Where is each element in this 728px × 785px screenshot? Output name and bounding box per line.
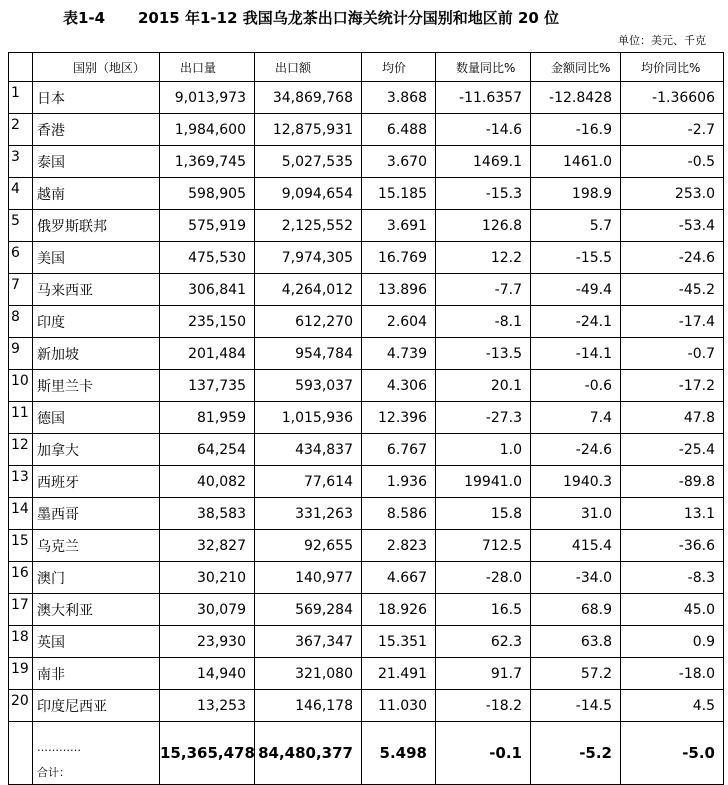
- total-label-cell: [33, 722, 160, 785]
- table-title: 2015 年1-12 我国乌龙茶出口海关统计分国别和地区前 20 位: [138, 9, 560, 27]
- price-yoy: 0.9: [621, 626, 724, 658]
- export-amount: 1,015,936: [255, 402, 362, 434]
- price-yoy: 47.8: [621, 402, 724, 434]
- quantity-yoy: -14.6: [436, 114, 531, 146]
- row-index: 5: [9, 210, 33, 242]
- average-price: 6.488: [362, 114, 436, 146]
- export-quantity: 64,254: [160, 434, 255, 466]
- header-amount-yoy: 金额同比%: [531, 53, 621, 82]
- table-row: [9, 274, 724, 306]
- export-table: [8, 52, 724, 785]
- table-row: [9, 338, 724, 370]
- export-quantity: 81,959: [160, 402, 255, 434]
- average-price: 8.586: [362, 498, 436, 530]
- average-price: 3.691: [362, 210, 436, 242]
- amount-yoy: -24.1: [531, 306, 621, 338]
- quantity-yoy: -28.0: [436, 562, 531, 594]
- export-quantity: 40,082: [160, 466, 255, 498]
- amount-yoy: -49.4: [531, 274, 621, 306]
- export-amount: 146,178: [255, 690, 362, 722]
- table-row: [9, 242, 724, 274]
- price-yoy: -0.5: [621, 146, 724, 178]
- unit-note: 单位：美元、千克: [618, 34, 706, 47]
- total-dots: …………: [37, 741, 81, 754]
- average-price: 18.926: [362, 594, 436, 626]
- quantity-yoy: -8.1: [436, 306, 531, 338]
- total-quantity-yoy: -0.1: [436, 722, 531, 785]
- quantity-yoy: 12.2: [436, 242, 531, 274]
- country-name: 澳大利亚: [33, 594, 160, 626]
- total-row: [9, 722, 724, 785]
- quantity-yoy: 712.5: [436, 530, 531, 562]
- row-index: 13: [9, 466, 33, 498]
- export-quantity: 38,583: [160, 498, 255, 530]
- export-amount: 2,125,552: [255, 210, 362, 242]
- header-index: [9, 53, 33, 82]
- price-yoy: -89.8: [621, 466, 724, 498]
- row-index: 16: [9, 562, 33, 594]
- amount-yoy: 68.9: [531, 594, 621, 626]
- table-row: [9, 498, 724, 530]
- header-row: [9, 53, 724, 82]
- amount-yoy: -14.1: [531, 338, 621, 370]
- export-quantity: 23,930: [160, 626, 255, 658]
- country-name: 墨西哥: [33, 498, 160, 530]
- export-amount: 954,784: [255, 338, 362, 370]
- table-row: [9, 306, 724, 338]
- export-amount: 331,263: [255, 498, 362, 530]
- country-name: 美国: [33, 242, 160, 274]
- export-quantity: 13,253: [160, 690, 255, 722]
- export-quantity: 32,827: [160, 530, 255, 562]
- amount-yoy: -14.5: [531, 690, 621, 722]
- average-price: 15.185: [362, 178, 436, 210]
- average-price: 4.306: [362, 370, 436, 402]
- table-row: [9, 210, 724, 242]
- quantity-yoy: -27.3: [436, 402, 531, 434]
- row-index: 17: [9, 594, 33, 626]
- country-name: 德国: [33, 402, 160, 434]
- amount-yoy: 31.0: [531, 498, 621, 530]
- row-index: 10: [9, 370, 33, 402]
- title-bar: [0, 0, 728, 32]
- quantity-yoy: -7.7: [436, 274, 531, 306]
- export-amount: 569,284: [255, 594, 362, 626]
- country-name: 印度尼西亚: [33, 690, 160, 722]
- row-index: 19: [9, 658, 33, 690]
- export-quantity: 598,905: [160, 178, 255, 210]
- row-index: 6: [9, 242, 33, 274]
- price-yoy: 4.5: [621, 690, 724, 722]
- row-index: 18: [9, 626, 33, 658]
- price-yoy: -53.4: [621, 210, 724, 242]
- price-yoy: -0.7: [621, 338, 724, 370]
- table-number: 表1-4: [63, 9, 106, 27]
- header-quantity: 出口量: [160, 53, 255, 82]
- table-row: [9, 658, 724, 690]
- row-index: 1: [9, 82, 33, 114]
- export-amount: 77,614: [255, 466, 362, 498]
- average-price: 4.739: [362, 338, 436, 370]
- export-amount: 34,869,768: [255, 82, 362, 114]
- amount-yoy: -0.6: [531, 370, 621, 402]
- quantity-yoy: 1.0: [436, 434, 531, 466]
- amount-yoy: 63.8: [531, 626, 621, 658]
- price-yoy: -45.2: [621, 274, 724, 306]
- export-quantity: 14,940: [160, 658, 255, 690]
- country-name: 南非: [33, 658, 160, 690]
- table-row: [9, 562, 724, 594]
- total-label: 合计：: [37, 766, 70, 779]
- total-quantity: 15,365,478: [160, 722, 255, 785]
- country-name: 澳门: [33, 562, 160, 594]
- export-amount: 593,037: [255, 370, 362, 402]
- average-price: 3.670: [362, 146, 436, 178]
- average-price: 12.396: [362, 402, 436, 434]
- price-yoy: -17.2: [621, 370, 724, 402]
- export-amount: 367,347: [255, 626, 362, 658]
- country-name: 西班牙: [33, 466, 160, 498]
- amount-yoy: -15.5: [531, 242, 621, 274]
- average-price: 11.030: [362, 690, 436, 722]
- export-quantity: 30,079: [160, 594, 255, 626]
- price-yoy: -1.36606: [621, 82, 724, 114]
- table-row: [9, 434, 724, 466]
- header-amount: 出口额: [255, 53, 362, 82]
- export-amount: 12,875,931: [255, 114, 362, 146]
- table-row: [9, 146, 724, 178]
- export-amount: 140,977: [255, 562, 362, 594]
- row-index: 9: [9, 338, 33, 370]
- header-country: 国别（地区）: [33, 53, 160, 82]
- row-index: 4: [9, 178, 33, 210]
- country-name: 印度: [33, 306, 160, 338]
- quantity-yoy: -15.3: [436, 178, 531, 210]
- amount-yoy: 1940.3: [531, 466, 621, 498]
- price-yoy: -2.7: [621, 114, 724, 146]
- export-quantity: 9,013,973: [160, 82, 255, 114]
- price-yoy: -8.3: [621, 562, 724, 594]
- average-price: 15.351: [362, 626, 436, 658]
- price-yoy: -36.6: [621, 530, 724, 562]
- quantity-yoy: 16.5: [436, 594, 531, 626]
- quantity-yoy: 62.3: [436, 626, 531, 658]
- price-yoy: 45.0: [621, 594, 724, 626]
- quantity-yoy: -18.2: [436, 690, 531, 722]
- quantity-yoy: 15.8: [436, 498, 531, 530]
- price-yoy: -17.4: [621, 306, 724, 338]
- average-price: 1.936: [362, 466, 436, 498]
- row-index: 2: [9, 114, 33, 146]
- country-name: 泰国: [33, 146, 160, 178]
- total-amount-yoy: -5.2: [531, 722, 621, 785]
- amount-yoy: 5.7: [531, 210, 621, 242]
- row-index: 7: [9, 274, 33, 306]
- export-quantity: 1,369,745: [160, 146, 255, 178]
- average-price: 21.491: [362, 658, 436, 690]
- price-yoy: -18.0: [621, 658, 724, 690]
- price-yoy: 13.1: [621, 498, 724, 530]
- total-price: 5.498: [362, 722, 436, 785]
- table-row: [9, 178, 724, 210]
- average-price: 3.868: [362, 82, 436, 114]
- country-name: 马来西亚: [33, 274, 160, 306]
- amount-yoy: -16.9: [531, 114, 621, 146]
- export-quantity: 475,530: [160, 242, 255, 274]
- export-amount: 5,027,535: [255, 146, 362, 178]
- amount-yoy: -12.8428: [531, 82, 621, 114]
- row-index: 15: [9, 530, 33, 562]
- export-quantity: 235,150: [160, 306, 255, 338]
- row-index: 8: [9, 306, 33, 338]
- price-yoy: 253.0: [621, 178, 724, 210]
- table-row: [9, 594, 724, 626]
- table-body: [9, 82, 724, 785]
- header-price: 均价: [362, 53, 436, 82]
- country-name: 斯里兰卡: [33, 370, 160, 402]
- export-quantity: 1,984,600: [160, 114, 255, 146]
- amount-yoy: 7.4: [531, 402, 621, 434]
- country-name: 新加坡: [33, 338, 160, 370]
- amount-yoy: 57.2: [531, 658, 621, 690]
- table-row: [9, 82, 724, 114]
- country-name: 乌克兰: [33, 530, 160, 562]
- row-index: 11: [9, 402, 33, 434]
- table-row: [9, 114, 724, 146]
- export-quantity: 201,484: [160, 338, 255, 370]
- export-quantity: 306,841: [160, 274, 255, 306]
- amount-yoy: -34.0: [531, 562, 621, 594]
- country-name: 俄罗斯联邦: [33, 210, 160, 242]
- row-index: 14: [9, 498, 33, 530]
- quantity-yoy: -11.6357: [436, 82, 531, 114]
- quantity-yoy: 20.1: [436, 370, 531, 402]
- amount-yoy: 198.9: [531, 178, 621, 210]
- quantity-yoy: 126.8: [436, 210, 531, 242]
- total-amount: 84,480,377: [255, 722, 362, 785]
- average-price: 2.823: [362, 530, 436, 562]
- row-index: 20: [9, 690, 33, 722]
- price-yoy: -24.6: [621, 242, 724, 274]
- total-price-yoy: -5.0: [621, 722, 724, 785]
- total-index: [9, 722, 33, 785]
- country-name: 英国: [33, 626, 160, 658]
- quantity-yoy: 1469.1: [436, 146, 531, 178]
- average-price: 6.767: [362, 434, 436, 466]
- export-quantity: 575,919: [160, 210, 255, 242]
- table-row: [9, 626, 724, 658]
- export-quantity: 30,210: [160, 562, 255, 594]
- export-amount: 4,264,012: [255, 274, 362, 306]
- unit-line: [0, 32, 728, 52]
- row-index: 12: [9, 434, 33, 466]
- average-price: 16.769: [362, 242, 436, 274]
- country-name: 香港: [33, 114, 160, 146]
- country-name: 加拿大: [33, 434, 160, 466]
- average-price: 2.604: [362, 306, 436, 338]
- price-yoy: -25.4: [621, 434, 724, 466]
- row-index: 3: [9, 146, 33, 178]
- table-row: [9, 466, 724, 498]
- export-amount: 7,974,305: [255, 242, 362, 274]
- average-price: 4.667: [362, 562, 436, 594]
- amount-yoy: -24.6: [531, 434, 621, 466]
- export-amount: 612,270: [255, 306, 362, 338]
- export-quantity: 137,735: [160, 370, 255, 402]
- header-price-yoy: 均价同比%: [621, 53, 724, 82]
- quantity-yoy: 91.7: [436, 658, 531, 690]
- table-row: [9, 402, 724, 434]
- export-amount: 434,837: [255, 434, 362, 466]
- table-row: [9, 530, 724, 562]
- country-name: 日本: [33, 82, 160, 114]
- table-row: [9, 370, 724, 402]
- quantity-yoy: 19941.0: [436, 466, 531, 498]
- amount-yoy: 1461.0: [531, 146, 621, 178]
- table-row: [9, 690, 724, 722]
- quantity-yoy: -13.5: [436, 338, 531, 370]
- header-quantity-yoy: 数量同比%: [436, 53, 531, 82]
- export-amount: 321,080: [255, 658, 362, 690]
- export-amount: 92,655: [255, 530, 362, 562]
- amount-yoy: 415.4: [531, 530, 621, 562]
- export-amount: 9,094,654: [255, 178, 362, 210]
- country-name: 越南: [33, 178, 160, 210]
- average-price: 13.896: [362, 274, 436, 306]
